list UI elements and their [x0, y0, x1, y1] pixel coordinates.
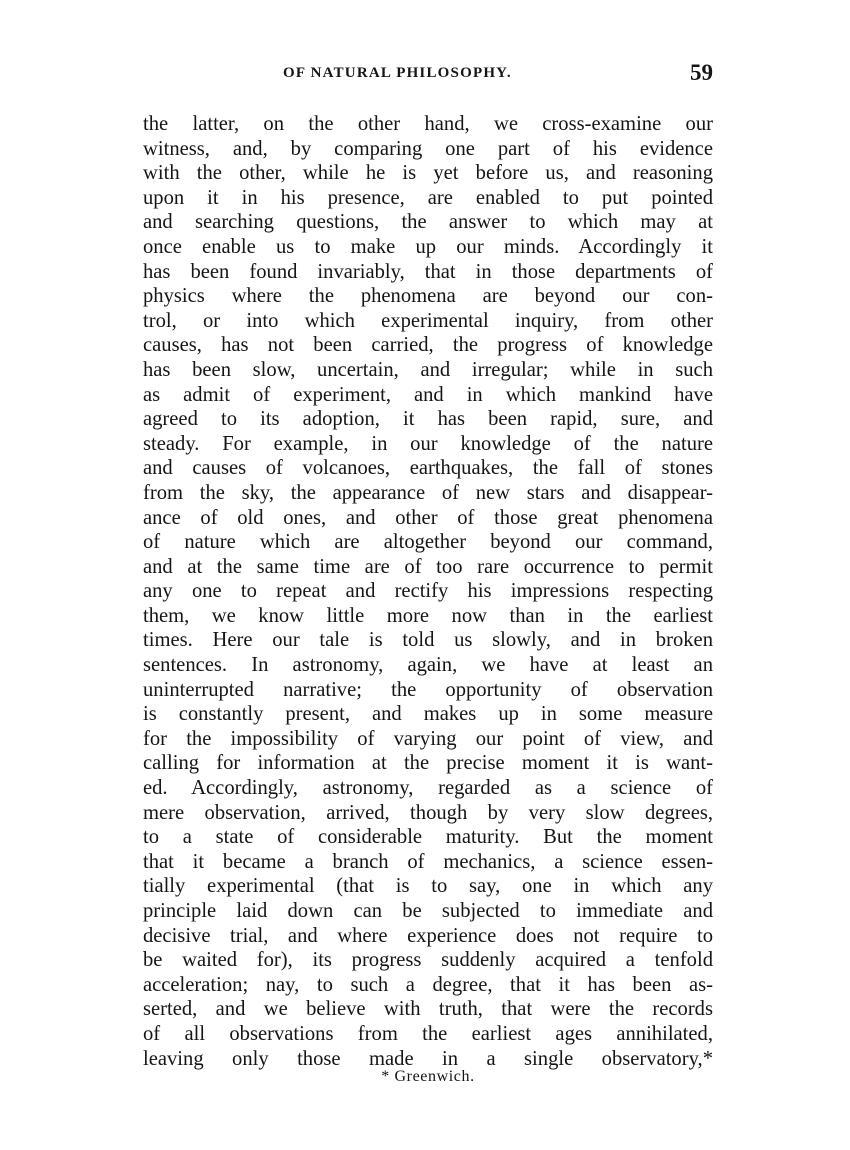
text-line: with the other, while he is yet before us, and reasoning	[143, 162, 713, 185]
text-line: that it became a branch of mechanics, a science essen-	[143, 850, 713, 873]
page-number: 59	[690, 60, 713, 85]
text-line: uninterrupted narrative; the opportunity of observation	[143, 678, 713, 701]
text-line: sentences. In astronomy, again, we have at least an	[143, 654, 713, 677]
text-line: leaving only those made in a single observatory,*	[143, 1047, 713, 1070]
text-line: of all observations from the earliest ages annihilated,	[143, 1022, 713, 1045]
text-line: steady. For example, in our knowledge of the nature	[143, 432, 713, 455]
footnote: * Greenwich.	[381, 1068, 475, 1085]
text-line: principle laid down can be subjected to immediate and	[143, 900, 713, 922]
text-line: agreed to its adoption, it has been rapid, sure, and	[143, 408, 713, 431]
text-line: upon it in his presence, are enabled to put pointed	[143, 186, 713, 209]
body-text	[143, 112, 713, 1071]
text-line: ance of old ones, and other of those great phenomena	[143, 506, 713, 529]
text-line: the latter, on the other hand, we cross-examine our	[143, 113, 713, 135]
text-line: and at the same time are of too rare occurrence to permit	[143, 555, 713, 578]
text-line: to a state of considerable maturity. But the moment	[143, 826, 713, 849]
text-line: tially experimental (that is to say, one in which any	[143, 875, 713, 898]
text-line: times. Here our tale is told us slowly, and in broken	[143, 629, 713, 652]
text-line: and causes of volcanoes, earthquakes, the fall of stones	[143, 457, 713, 480]
text-line: decisive trial, and where experience does not require to	[143, 924, 713, 947]
text-line: ed. Accordingly, astronomy, regarded as a science of	[143, 777, 713, 800]
text-line: calling for information at the precise moment it is want-	[143, 752, 713, 775]
text-line: has been found invariably, that in those departments of	[143, 260, 713, 283]
text-line: mere observation, arrived, though by very slow degrees,	[143, 801, 713, 824]
text-line: them, we know little more now than in the earliest	[143, 604, 713, 627]
text-line: trol, or into which experimental inquiry, from other	[143, 309, 713, 332]
text-line: has been slow, uncertain, and irregular; while in such	[143, 358, 713, 381]
text-line: once enable us to make up our minds. Accordingly it	[143, 235, 713, 258]
text-line: causes, has not been carried, the progress of knowledge	[143, 334, 713, 357]
text-line: witness, and, by comparing one part of his evidence	[143, 137, 713, 160]
text-line: for the impossibility of varying our point of view, and	[143, 727, 713, 750]
text-line: from the sky, the appearance of new stars and disappear-	[143, 481, 713, 504]
text-line: and searching questions, the answer to which may at	[143, 211, 713, 234]
text-line: is constantly present, and makes up in some measure	[143, 703, 713, 726]
text-line: as admit of experiment, and in which mankind have	[143, 383, 713, 406]
text-line: be waited for), its progress suddenly acquired a tenfold	[143, 949, 713, 972]
text-line: physics where the phenomena are beyond our con-	[143, 285, 713, 308]
text-line: any one to repeat and rectify his impressions respecting	[143, 580, 713, 603]
text-line: acceleration; nay, to such a degree, that it has been as-	[143, 973, 713, 996]
text-line: serted, and we believe with truth, that were the records	[143, 998, 713, 1021]
text-line: of nature which are altogether beyond our command,	[143, 531, 713, 554]
running-head	[143, 60, 713, 90]
running-head-title: OF NATURAL PHILOSOPHY.	[283, 65, 512, 81]
